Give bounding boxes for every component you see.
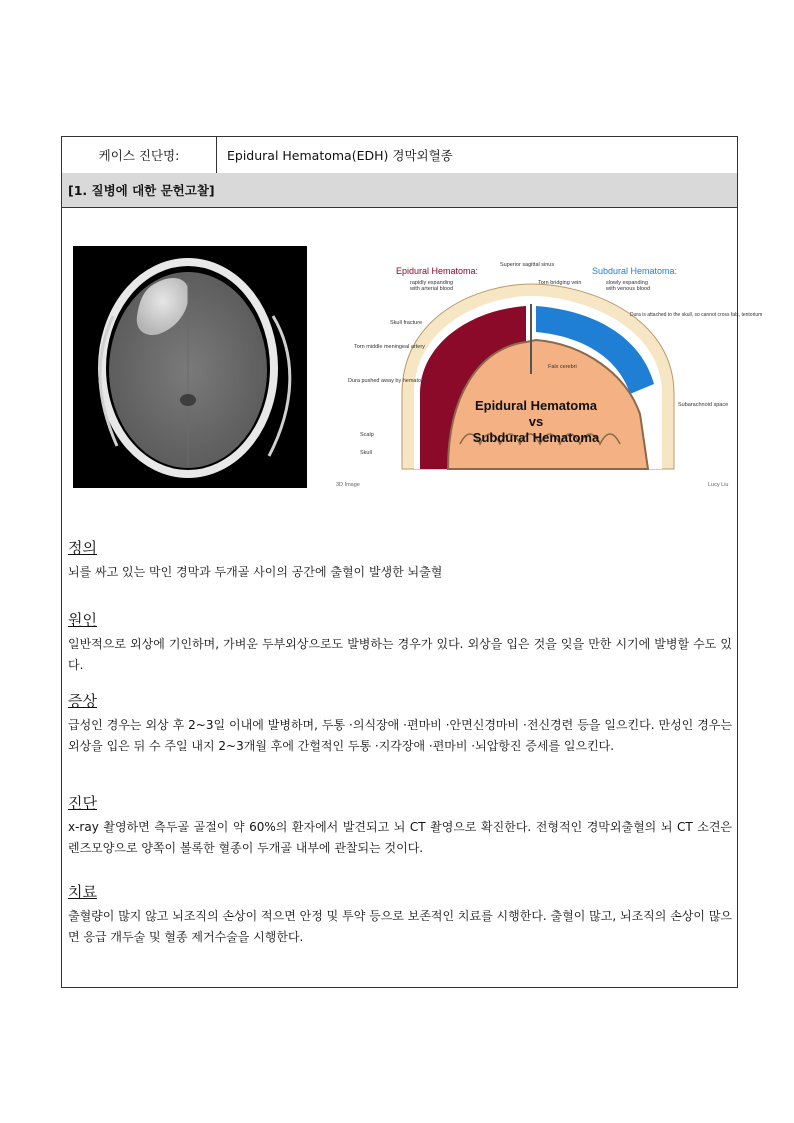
svg-text:Subarachnoid space: Subarachnoid space: [678, 402, 729, 408]
ct-scan-image: [73, 246, 307, 488]
case-sheet: [61, 136, 763, 988]
svg-text:Dura is attached to the skull,: Dura is attached to the skull, so cannot cross falx, tentorium: [630, 312, 763, 318]
subdural-label: Subdural Hematoma:: [592, 266, 678, 276]
symptoms-heading: 증상: [68, 692, 97, 710]
section-definition: [68, 537, 732, 583]
diagnosis-body: x-ray 촬영하면 측두골 골절이 약 60%의 환자에서 발견되고 뇌 CT 촬영으로 확진한다. 전형적인 경막외출혈의 뇌 CT 소견은 렌즈모양으로 양쪽이 볼록한 혈종이 두개골 내부에 관찰되는 것이다.: [68, 820, 732, 855]
section-diagnosis: [68, 792, 732, 859]
svg-text:Lucy Liu: Lucy Liu: [708, 482, 729, 488]
diagnosis-row: [62, 137, 737, 174]
svg-text:Superior sagittal sinus: Superior sagittal sinus: [500, 262, 555, 268]
svg-text:Skull fracture: Skull fracture: [390, 320, 423, 326]
treatment-heading: 치료: [68, 883, 97, 901]
svg-text:vs: vs: [528, 414, 544, 429]
definition-heading: 정의: [68, 539, 97, 557]
cause-heading: 원인: [68, 611, 97, 629]
section-symptoms: [68, 690, 732, 757]
diagnosis-label: 케이스 진단명:: [62, 137, 217, 173]
svg-text:Epidural Hematoma: Epidural Hematoma: [474, 398, 598, 413]
section-title: [1. 질병에 대한 문헌고찰]: [62, 173, 737, 208]
definition-body: 뇌를 싸고 있는 막인 경막과 두개골 사이의 공간에 출혈이 발생한 뇌출혈: [68, 565, 443, 579]
section-treatment: [68, 881, 732, 948]
svg-text:Scalp: Scalp: [360, 432, 374, 438]
svg-text:rapidly expanding: rapidly expanding: [410, 280, 454, 286]
treatment-body: 출혈량이 많지 않고 뇌조직의 손상이 적으면 안정 및 투약 등으로 보존적인 치료를 시행한다. 출혈이 많고, 뇌조직의 손상이 많으면 응급 개두술 및 혈종 제거수술을 시행한다.: [68, 909, 732, 944]
cause-body: 일반적으로 외상에 기인하며, 가벼운 두부외상으로도 발병하는 경우가 있다. 외상을 입은 것을 잊을 만한 시기에 발병할 수도 있다.: [68, 637, 732, 672]
svg-text:with arterial blood: with arterial blood: [410, 286, 454, 292]
svg-text:with venous blood: with venous blood: [606, 286, 651, 292]
symptoms-body: 급성인 경우는 외상 후 2~3일 이내에 발병하며, 두통 ·의식장애 ·편마비 ·안면신경마비 ·전신경련 등을 일으킨다. 만성인 경우는 외상을 입은 뒤 수 주일 내지 2~3개월 후에 간헐적인 두통 ·지각장애 ·편마비 ·뇌압항진 증세를 일으킨다.: [68, 718, 732, 753]
section-cause: [68, 609, 732, 676]
epidural-vs-subdural-diagram: [330, 244, 763, 490]
svg-text:Torn middle meningeal artery: Torn middle meningeal artery: [354, 344, 425, 350]
diagnosis-heading: 진단: [68, 794, 97, 812]
svg-text:Dura pushed away by hematoma: Dura pushed away by hematoma: [348, 378, 429, 384]
svg-text:Skull: Skull: [360, 450, 372, 456]
svg-text:Subdural Hematoma: Subdural Hematoma: [472, 430, 600, 445]
svg-text:Falx cerebri: Falx cerebri: [548, 364, 577, 370]
diagnosis-value: Epidural Hematoma(EDH) 경막외혈종: [227, 148, 453, 163]
svg-text:slowly expanding: slowly expanding: [606, 280, 648, 286]
epidural-label: Epidural Hematoma:: [396, 266, 479, 276]
svg-text:Torn bridging vein: Torn bridging vein: [538, 280, 582, 286]
svg-text:3D Image: 3D Image: [336, 482, 360, 488]
